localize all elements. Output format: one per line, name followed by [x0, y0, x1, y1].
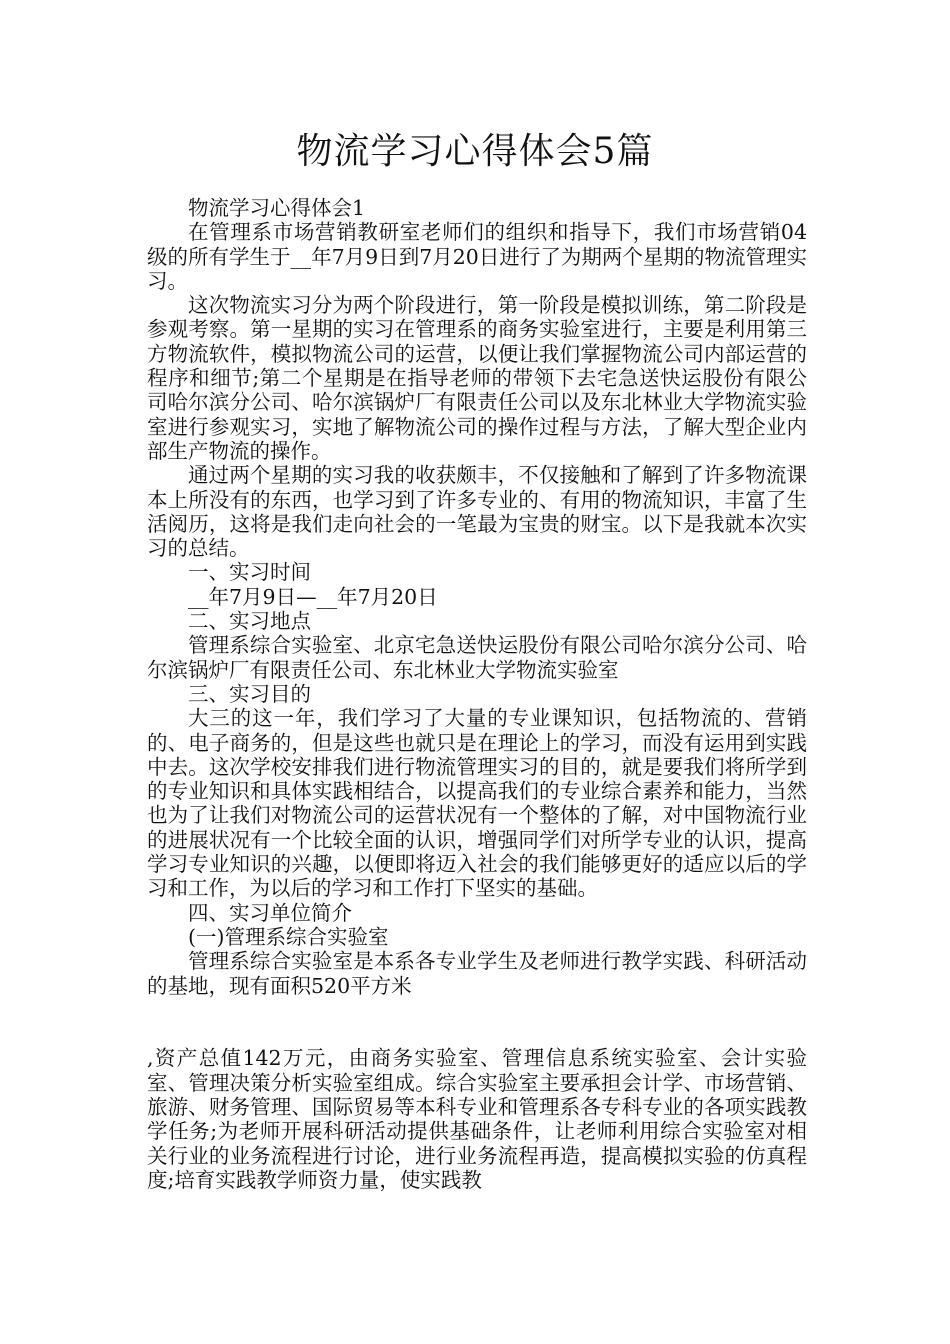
paragraph: 管理系综合实验室是本系各专业学生及老师进行教学实践、科研活动的基地，现有面积520平方米 — [147, 949, 807, 998]
paragraph: 管理系综合实验室、北京宅急送快运股份有限公司哈尔滨分公司、哈尔滨锅炉厂有限责任公司、东北林业大学物流实验室 — [147, 633, 807, 682]
paragraph-continuation: ,资产总值142万元，由商务实验室、管理信息系统实验室、会计实验室、管理决策分析实验室组成。综合实验室主要承担会计学、市场营销、旅游、财务管理、国际贸易等本科专业和管理系各专科专业的各项实践教学任务;为老师开展科研活动提供基础条件，让老师利用综合实验室对相关行业的业务流程进行讨论，进行业务流程再造，提高模拟实验的仿真程度;培育实践教学师资力量，使实践教 — [147, 1046, 807, 1192]
blank-line — [147, 1022, 807, 1046]
paragraph: 这次物流实习分为两个阶段进行，第一阶段是模拟训练，第二阶段是参观考察。第一星期的实习在管理系的商务实验室进行，主要是利用第三方物流软件，模拟物流公司的运营，以便让我们掌握物流公司内部运营的程序和细节;第二个星期是在指导老师的带领下去宅急送快运股份有限公司哈尔滨分公司、哈尔滨锅炉厂有限责任公司以及东北林业大学物流实验室进行参观实习，实地了解物流公司的操作过程与方法，了解大型企业内部生产物流的操作。 — [147, 293, 807, 463]
paragraph: 通过两个星期的实习我的收获颇丰，不仅接触和了解到了许多物流课本上所没有的东西，也学习到了许多专业的、有用的物流知识，丰富了生活阅历，这将是我们走向社会的一笔最为宝贵的财宝。以下是我就本次实习的总结。 — [147, 463, 807, 561]
document-title: 物流学习心得体会5篇 — [296, 131, 654, 172]
document-body — [147, 196, 807, 1192]
section-heading: 物流学习心得体会1 — [188, 196, 366, 220]
paragraph: 在管理系市场营销教研室老师们的组织和指导下，我们市场营销04级的所有学生于__年7月9日到7月20日进行了为期两个星期的物流管理实习。 — [147, 220, 807, 293]
paragraph: 大三的这一年，我们学习了大量的专业课知识，包括物流的、营销的、电子商务的，但是这些也就只是在理论上的学习，而没有运用到实践中去。这次学校安排我们进行物流管理实习的目的，就是要我们将所学到的专业知识和具体实践相结合，以提高我们的专业综合素养和能力，当然也为了让我们对物流公司的运营状况有一个整体的了解，对中国物流行业的进展状况有一个比较全面的认识，增强同学们对所学专业的认识，提高学习专业知识的兴趣，以便即将迈入社会的我们能够更好的适应以后的学习和工作，为以后的学习和工作打下坚实的基础。 — [147, 706, 807, 901]
section-heading: 二、实习地点 — [188, 609, 311, 634]
blank-line — [147, 998, 807, 1022]
subsection-heading: (一)管理系综合实验室 — [188, 924, 389, 949]
section-heading: 四、实习单位简介 — [188, 900, 352, 925]
section-heading: 一、实习时间 — [188, 560, 311, 585]
section-heading: 三、实习目的 — [188, 681, 311, 706]
paragraph: __年7月9日—__年7月20日 — [188, 584, 438, 609]
